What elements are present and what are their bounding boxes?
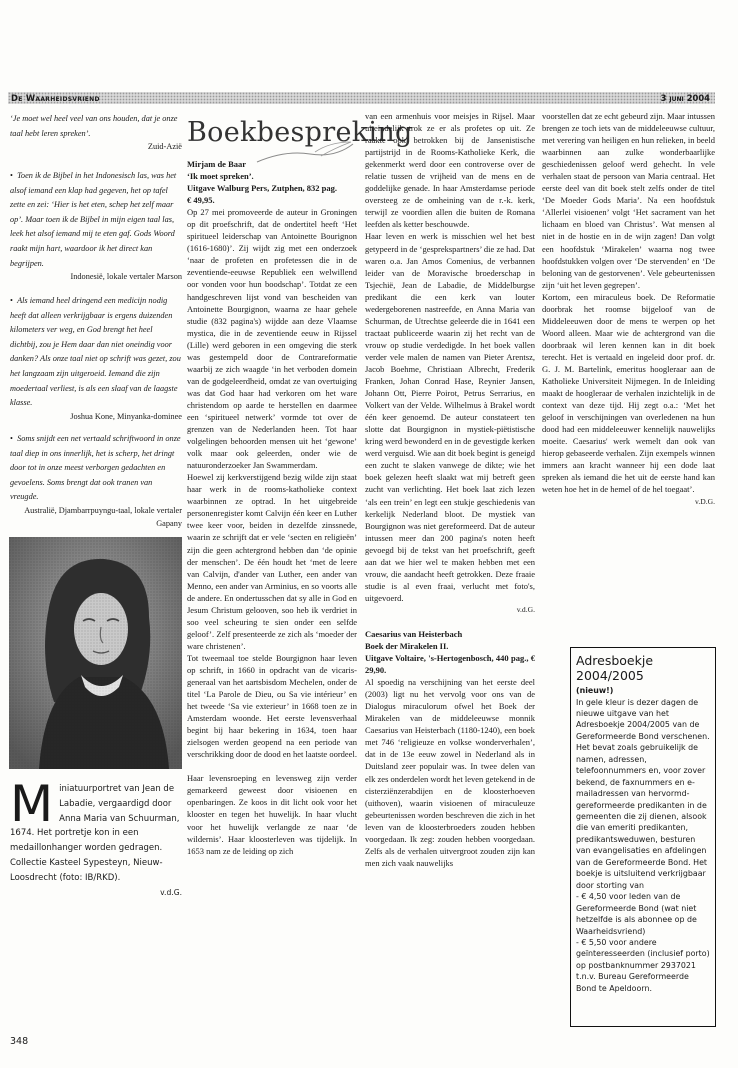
caption-initials: v.d.G. (160, 887, 182, 897)
box-paragraph: - € 5,50 voor andere geïnteresseerden (inclusief porto) op postbanknummer 2937021 t.n.v. Bureau Gereformeerde Bond te Apeldoorn. (576, 938, 710, 993)
review-initials: v.D.G. (695, 496, 715, 506)
box-subtitle: (nieuw!) (576, 686, 614, 695)
article-column-2 (365, 110, 535, 869)
book1-publisher: Uitgave Walburg Pers, Zutphen, 832 pag. (187, 183, 338, 194)
article-column-1 (187, 158, 357, 857)
adresboekje-box (570, 647, 716, 1027)
masthead: De Waarheidsvriend (11, 93, 100, 103)
quote-text: • Toen ik de Bijbel in het Indonesisch las, was het alsof iemand een klap had gegeven, het op tafel zette en zei: ‘Hier is het eten, schep het zelf maar op’. Maar toen ik de Bijbel in mijn eigen taal las, leek het alsof iemand mij te eten gaf. Gods Woord raakt mijn hart, waardoor ik het direct kan begrijpen. (10, 169, 182, 271)
review-initials: v.d.G. (516, 604, 535, 614)
paragraph: Al spoedig na verschijning van het eerste deel (2003) ligt nu het vervolg voor ons van de Dialogus miraculorum ofwel het Boek der Mirakelen van de middeleeuwse monnik Caesarius van Heisterbach (1180-1240), een boek met 746 ‘religieuze en volkse wonderverhalen’, dat in de 13e eeuw zowel in Nederland als in Duitsland zeer populair was. In twee delen van elk zes onderdelen wordt het leven getekend in de cisterziënzerabdijen en de kloosterhoeven (uithoven), waarin visioenen of miraculeuze gebeurtenissen worden beschreven die zich in het leven van de kloosterbroeders zouden hebben voorgedaan. Ik zeg: zouden hebben voorgedaan. Zelfs als de verhalen uitvergroot zouden zijn kan men zich vaak nauwelijks (365, 677, 535, 868)
sidebar-quote-1 (10, 112, 182, 154)
box-paragraph: In gele kleur is dezer dagen de nieuwe uitgave van het Adresboekje 2004/2005 van de Gereformeerde Bond verschenen. Het bevat zoals gebruikelijk de namen, adressen, telefoonnummers en, voor zover bekend, de faxnummers en e-mailadressen van hervormd-gereformeerde predikanten in de gemeenten die zij dienen, alsook die van emeriti predikanten, predikantsweduwen, besturen van evangelisaties en afdelingen van de Gereformeerde Bond. Het boekje is uitsluitend verkrijgbaar door storting van (576, 697, 710, 890)
sidebar-quote-4 (10, 432, 182, 530)
paragraph: Haar levensroeping en levensweg zijn verder gemarkeerd geweest door visioenen en openbaringen. Ze koos in dit licht ook voor het klooster en tegen het huwelijk. In haar vlucht voor het huwelijk verlangde ze naar ‘de wildernis’. Haar kloosterleven was tijdelijk. In 1653 nam ze de leiding op zich (187, 773, 357, 856)
book2-title: Boek der Mirakelen II. (365, 641, 449, 652)
book1-author: Mirjam de Baar (187, 159, 247, 169)
article-title: Boekbespreking (187, 117, 413, 148)
paragraph: Kortom, een miraculeus boek. De Reformatie doorbrak het roomse bijgeloof van de Middeleeuwen door de mens te werpen op het Woord alleen. Maar wie de achtergrond van die doorbraak wil leren kennen kan in dit boek terecht. Het is vertaald en ingeleid door prof. dr. G. J. M. Bartelink, emeritus hoogleraar aan de Katholieke Universiteit Nijmegen. In de Inleiding maakt de hoogleraar de verhalen inzichtelijk in de context van deze tijd. Hij zegt o.a.: ‘Met het geloof in verschijningen van overledenen na hun dood had een middeleeuwer kennelijk nauwelijks moeite. Caesarius' werk wemelt dan ook van hierop gebaseerde verhalen. Zijn exempels winnen immers aan kracht wanneer hij een dode laat spreken als iemand die het uit de eerste hand kan weten hoe het in de hemel of de hel toegaat’. (542, 291, 715, 495)
caption-text: iniatuurportret van Jean de Labadie, vergaardigd door Anna Maria van Schuurman, 1674. Het portretje kon in een medaillonhanger worden gedragen. Collectie Kasteel Sypesteyn, Nieuw-Loosdrecht (foto: IB/RKD). (10, 784, 180, 883)
article-column-3 (542, 110, 715, 508)
book1-title: ‘Ik moet spreken’. (187, 171, 254, 182)
paragraph: Haar leven en werk is misschien wel het best getypeerd in de ‘gesprekspartners’ die ze had. Dat waren o.a. Jan Amos Comenius, de verbannen leider van de Moravische broederschap in Tsjechië, Jean de Labadie, de Middelburgse predikant die een kerk van louter wedergeborenen nastreefde, en Anna Maria van Schurman, de Utrechtse geleerde die in 1641 een tractaat publiceerde waarin zij het recht van de vrouw op studie verdedigde. In het boek vallen verder vele malen de namen van Pieter Arentsz, Jacob Boehme, Christiaan Albrecht, Frederik Franken, Johan Conrad Hase, Reynier Jansen, Johann Ott, Pierre Poirot, Petrus Serrarius, en Volkert van der Velde. Wilhelmus à Brakel wordt één keer genoemd. De auteur constateert ten slotte dat Bourgignon in mystiek-piëtistische kring werd bewonderd en in de gevestigde kerken werd verguisd. Wie aan dit boek begint is geneigd een zucht te slaken vanwege de dikte; wie het boek gelezen heeft slaakt wat mij betreft geen zucht van verlichting. Het boek laat zich lezen ‘als een trein’ en legt een stukje geschiedenis van kerkelijk Nederland bloot. De mystiek van Bourgignon was niet gereformeerd. Dat de auteur intussen meer dan 200 pagina's noten heeft gevoegd bij de tekst van het proefschrift, geeft aan dat we hier wel te maken hebben met een vrouw, die aandacht heeft getrokken. Deze fraaie studie is al even fraai, verlucht met foto's, uitgevoerd. (365, 231, 536, 603)
paragraph: Tot tweemaal toe stelde Bourgignon haar leven op schrift, in 1660 in opdracht van de vicaris-generaal van het aartsbisdom Mechelen, onder de titel ‘La Parole de Dieu, ou Sa vie intérieur’ en het tweede ‘Sa vie exterieur’ in 1668 toen ze in Amsterdam woonde. Het eerste levensverhaal begint bij haar bekering in 1634, toen haar zielsogen werden geopend na een periode van verschrikking door de dood en het laatste oordeel. (187, 652, 357, 760)
paragraph: Op 27 mei promoveerde de auteur in Groningen op dit proefschrift, dat de ondertitel heeft ‘Het spiritueel leiderschap van Antoinette Bourignon (1616-1680)’. Zij wijdt zig met een onderzoek ‘naar de profeten en profetessen die in de zeventiende-eeuwse Republiek een welwillend oor vonden voor hun boodschap’. Totdat ze een handgeschreven lijst vond van bescheiden van Antoinette Bourgignon, waarna ze haar gehele studie (832 pagina's) wijdde aan deze Vlaamse mystica, die in de zeventiende eeuw in Rijssel (Lille) werd geboren in een omgeving die sterk was gestempeld door de Contrareformatie waarbij ze zich waagde ‘in het verboden domein van de godgeleerdheid, omdat ze van overtuiging was dat God haar had verkoren om het ware christendom op aarde te herstellen en daarmee een ‘spiritueel netwerk’ vormde tot over de grenzen van de Nederlanden heen. Tot haar volgelingen behoorden mensen uit het ‘gewone’ volk maar ook geleerden, onder wie de natuuronderzoeker Jan Swammerdam. (187, 207, 357, 471)
quote-source: Joshua Kone, Minyanka-dominee (70, 411, 182, 421)
box-paragraph: - € 4,50 voor leden van de Gereformeerde Bond (wat niet hetzelfde is als abonnee op de Waarheidsvriend) (576, 892, 697, 936)
portrait-caption (10, 775, 182, 900)
page-number: 348 (10, 1036, 29, 1047)
quote-source: Zuid-Azië (147, 142, 182, 152)
portrait-engraving (9, 537, 182, 769)
book2-publisher: Uitgave Voltaire, 's-Hertogenbosch, 440 pag., € 29,90. (365, 653, 535, 676)
portrait-image (9, 537, 182, 769)
paragraph: Hoewel zij kerkverstijgend bezig wilde zijn staat haar werk in de rooms-katholieke context waarbinnen ze optrad. In het uitgebreide personenregister komt Calvijn één keer en Luther twee keer voor, beiden in dezelfde zinssnede, waarin ze schrijft dat er vele ‘secten en religieën’ zijn die geen achtergrond hebben dan ‘de opinie der menschen’. De één houdt het ‘met de leere van Calvijn, d'ander van Luther, een ander van Menno, een ander van Arminius, en so voorts alle de andere. En ondertusschen dat sy alle in God en Jesum Christum gelooven, soo heb ik verdriet in soo veel scheuring te sien onder een selfde geloof’. Zelf presenteerde ze zich als ‘moeder der ware christenen’. (187, 472, 357, 651)
quote-text: ‘Je moet wel heel veel van ons houden, dat je onze taal hebt leren spreken’. (10, 114, 178, 138)
issue-date: 3 juni 2004 (660, 93, 710, 103)
paragraph: van een armenhuis voor meisjes in Rijsel. Maar uiteindelijk trok ze er als profetes op uit. Ze raakte ook betrokken bij de Jansenistische partijstrijd in de Rooms-Katholieke Kerk, die gekenmerkt werd door een controverse over de relatie tussen de vrijheid van de mens en de goddelijke genade. In haar Amsterdamse periode oversteeg ze de omheining van de r.-k. kerk, terwijl ze voordien allen die buiten de Romana leefden als ketter beschouwde. (365, 111, 535, 230)
book2-author: Caesarius van Heisterbach (365, 628, 463, 639)
sidebar-quote-2 (10, 169, 182, 284)
quote-text: • Als iemand heel dringend een medicijn nodig heeft dat alleen verkrijgbaar is ergens duizenden kilometers ver weg, en God brengt het heel dichtbij, zou je Hem daar dan niet oneindig voor danken? Als onze taal niet op schrift was gezet, zou het langzaam zijn uitgeroeid. Iemand die zijn moedertaal verliest, is als een slaaf van de laagste klasse. (10, 294, 182, 411)
sidebar-quote-3 (10, 294, 182, 423)
quote-source: Indonesië, lokale vertaler Marson (70, 272, 182, 282)
book1-price: € 49,95. (187, 195, 215, 206)
header-band (8, 92, 715, 104)
drop-cap: M (10, 775, 54, 833)
quote-source: Australië, Djambarrpuyngu-taal, lokale vertaler Gapany (24, 505, 182, 528)
quote-text: • Soms snijdt een net vertaald schriftwoord in onze taal diep in ons innerlijk, het is scherp, het dringt door tot in onze meest verborgen gedachten en gevoelens. Soms brengt dat ook tranen van vreugde. (10, 432, 182, 505)
box-text (576, 697, 710, 995)
paragraph: voorstellen dat ze echt gebeurd zijn. Maar intussen brengen ze toch iets van de middeleeuwse cultuur, met verering van heiligen en hun relieken, in beeld waarbinnen aan zulke wonderbaarlijke geschiedenissen geloof werd gehecht. In vele verhalen staat de persoon van Maria centraal. Het eerste deel van dit boek stelt zelfs onder de titel ‘De Moeder Gods Maria’. Na een hoofdstuk ‘Allerlei visioenen’ volgt ‘Het sacrament van het lichaam en bloed van Christus’. Wat mensen al niet in de hostie en in de wijn zagen! Dan volgt een hoofdstuk ‘Mirakelen’ waarna nog twee hoofdstukken volgen over ‘De stervenden’ en ‘De beloning van de gestorvenen’. Vele gebeurtenissen zijn ‘uit het leven gegrepen’. (542, 111, 716, 290)
box-title: Adresboekje 2004/2005 (576, 653, 654, 683)
